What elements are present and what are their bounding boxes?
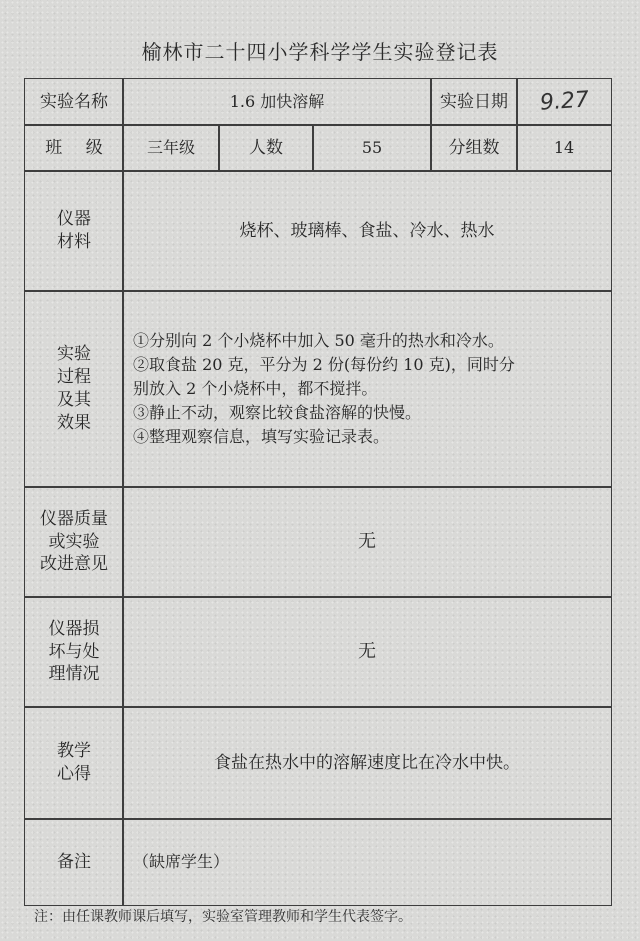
reflection-label: 教学 心得 (24, 706, 124, 820)
experiment-name-value: 1.6 加快溶解 (122, 78, 432, 126)
handwritten-date: 9.27 (538, 87, 590, 116)
experiment-date-value (516, 78, 612, 126)
process-step-1: ①分别向 2 个小烧杯中加入 50 毫升的热水和冷水。 (133, 331, 504, 350)
form-title: 榆林市二十四小学科学学生实验登记表 (141, 40, 499, 64)
experiment-record-table (24, 78, 612, 906)
process-step-2-cont: 别放入 2 个小烧杯中，都不搅拌。 (133, 379, 378, 398)
reflection-value: 食盐在热水中的溶解速度比在冷水中快。 (122, 706, 612, 820)
process-steps (122, 290, 612, 488)
remarks-value (122, 818, 612, 906)
experiment-name-label: 实验名称 (24, 78, 124, 126)
process-step-3: ③静止不动，观察比较食盐溶解的快慢。 (133, 403, 422, 422)
group-count-value: 14 (516, 124, 612, 172)
damage-label: 仪器损 坏与处 理情况 (24, 596, 124, 708)
experiment-date-label: 实验日期 (430, 78, 518, 126)
class-label: 班 级 (24, 124, 124, 172)
process-step-2: ②取食盐 20 克，平分为 2 份(每份约 10 克)，同时分 (133, 355, 515, 374)
remarks-text: （缺席学生） (133, 852, 230, 872)
group-count-label: 分组数 (430, 124, 518, 172)
process-step-4: ④整理观察信息，填写实验记录表。 (133, 427, 390, 446)
remarks-label: 备注 (24, 818, 124, 906)
materials-value: 烧杯、玻璃棒、食盐、冷水、热水 (122, 170, 612, 292)
class-value: 三年级 (122, 124, 220, 172)
student-count-value: 55 (312, 124, 432, 172)
materials-label: 仪器 材料 (24, 170, 124, 292)
quality-value: 无 (122, 486, 612, 598)
student-count-label: 人数 (218, 124, 314, 172)
footnote: 注：由任课教师课后填写，实验室管理教师和学生代表签字。 (34, 909, 412, 925)
quality-label: 仪器质量 或实验 改进意见 (24, 486, 124, 598)
process-label: 实验 过程 及其 效果 (24, 290, 124, 488)
damage-value: 无 (122, 596, 612, 708)
